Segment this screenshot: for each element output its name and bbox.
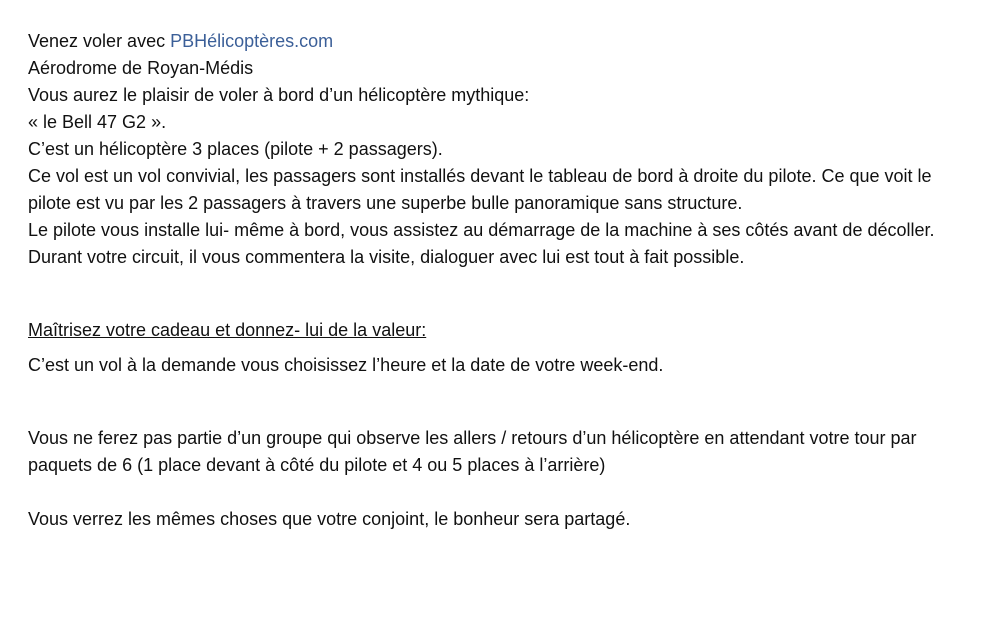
spacer <box>28 479 978 506</box>
intro-lead-text: Venez voler avec <box>28 31 171 51</box>
pleasure-line: Vous aurez le plaisir de voler à bord d’un hélicoptère mythique: <box>28 85 530 105</box>
intro-line <box>28 28 978 55</box>
demand-paragraph: C’est un vol à la demande vous choisissez l’heure et la date de votre week-end. <box>28 355 664 375</box>
pilot-paragraph: Le pilote vous installe lui- même à bord, vous assistez au démarrage de la machine à ses côtés avant de décoller. Durant votre circuit, il vous commentera la visite, dialoguer avec lui est tout à fait possible. <box>28 220 935 267</box>
group-paragraph: Vous ne ferez pas partie d’un groupe qui observe les allers / retours d’un hélicoptère en attendant votre tour par paquets de 6 (1 place devant à côté du pilote et 4 ou 5 places à l’arrière) <box>28 428 917 475</box>
section-heading: Maîtrisez votre cadeau et donnez- lui de la valeur: <box>28 320 427 340</box>
document-body <box>28 28 978 533</box>
website-link[interactable]: PBHélicoptères.com <box>170 31 334 51</box>
spacer <box>28 344 978 352</box>
model-line: « le Bell 47 G2 ». <box>28 112 167 132</box>
spacer <box>28 379 978 425</box>
share-paragraph: Vous verrez les mêmes choses que votre conjoint, le bonheur sera partagé. <box>28 509 631 529</box>
convivial-paragraph: Ce vol est un vol convivial, les passagers sont installés devant le tableau de bord à droite du pilote. Ce que voit le pilote est vu par les 2 passagers à travers une superbe bulle panoramique sans structure. <box>28 166 932 213</box>
places-line: C’est un hélicoptère 3 places (pilote + 2 passagers). <box>28 139 443 159</box>
spacer <box>28 271 978 317</box>
location-line: Aérodrome de Royan-Médis <box>28 58 254 78</box>
